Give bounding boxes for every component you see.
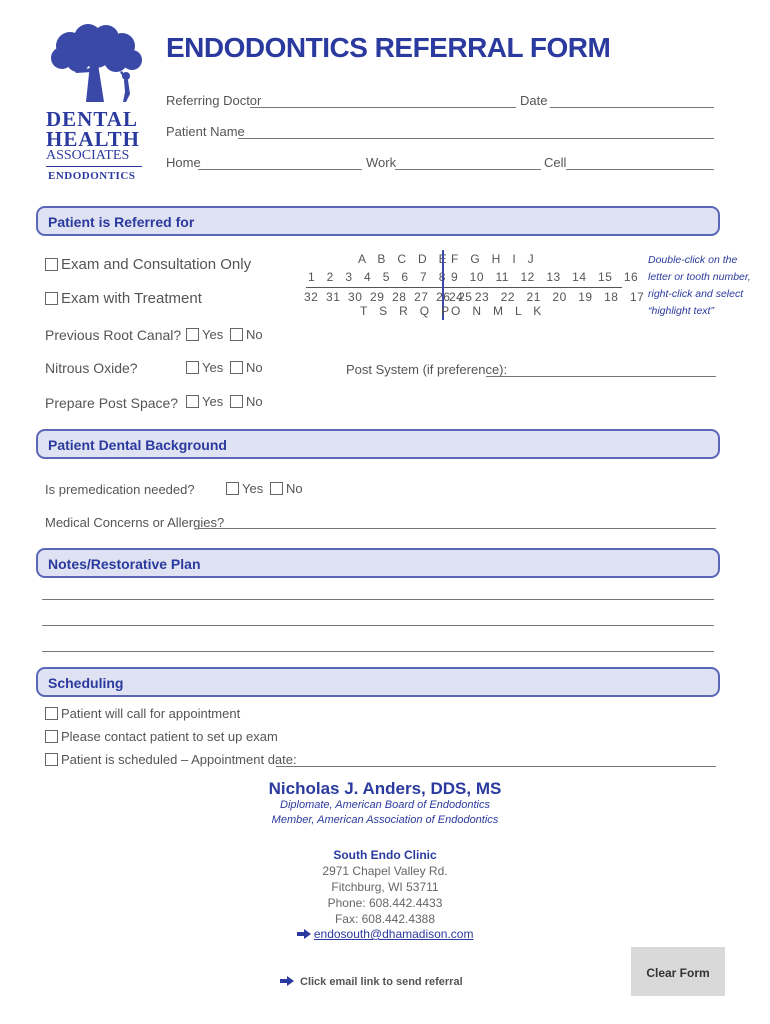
patient-name-field[interactable]	[238, 138, 714, 139]
appointment-date-field[interactable]	[276, 766, 716, 767]
doctor-name: Nicholas J. Anders, DDS, MS	[268, 779, 502, 798]
checkbox[interactable]	[230, 395, 243, 408]
premedication-label: Is premedication needed?	[45, 482, 195, 497]
tree-logo-icon	[40, 24, 150, 104]
tooth-letters-upper-left[interactable]: A B C D E	[358, 252, 448, 266]
arrow-right-icon	[280, 976, 294, 989]
checkbox[interactable]	[186, 361, 199, 374]
hint-line: right-click and select	[648, 288, 744, 300]
tooth-numbers-upper-left[interactable]: 1 2 3 4 5 6 7 8	[308, 270, 446, 284]
home-phone-field[interactable]	[198, 169, 362, 170]
yes-label: Yes	[202, 394, 224, 409]
arrow-right-icon	[297, 928, 311, 942]
no-label: No	[246, 394, 263, 409]
clear-form-button[interactable]: Clear Form	[631, 947, 725, 996]
clinic-street: 2971 Chapel Valley Rd.	[322, 864, 448, 878]
yes-label: Yes	[202, 360, 224, 375]
referring-doctor-field[interactable]	[250, 107, 516, 108]
email-hint-text: Click email link to send referral	[300, 976, 463, 988]
logo	[40, 24, 150, 184]
nitrous-label: Nitrous Oxide?	[45, 360, 138, 376]
post-system-label: Post System (if preference):	[346, 362, 508, 377]
clinic-fax: Fax: 608.442.4388	[334, 912, 436, 926]
tooth-letters-upper-right[interactable]: F G H I J	[451, 252, 535, 266]
clinic-name: South Endo Clinic	[333, 848, 437, 862]
work-label: Work	[366, 155, 397, 170]
clinic-city: Fitchburg, WI 53711	[331, 880, 439, 894]
medical-concerns-label: Medical Concerns or Allergies?	[45, 515, 225, 530]
premedication-yes[interactable]	[226, 481, 263, 496]
form-title: ENDODONTICS REFERRAL FORM	[166, 32, 611, 63]
exam-only-option[interactable]	[45, 256, 251, 273]
patient-name-label: Patient Name	[166, 124, 245, 139]
checkbox[interactable]	[230, 328, 243, 341]
notes-line-1[interactable]	[42, 599, 714, 600]
date-label: Date	[520, 93, 548, 108]
email-row	[0, 927, 770, 942]
section-title: Scheduling	[48, 675, 124, 691]
nitrous-no[interactable]	[230, 360, 263, 375]
no-label: No	[246, 360, 263, 375]
post-system-field[interactable]	[486, 376, 716, 377]
will-call-option[interactable]	[45, 706, 240, 721]
checkbox[interactable]	[186, 328, 199, 341]
checkbox[interactable]	[45, 707, 58, 720]
option-label: Patient will call for appointment	[61, 706, 241, 721]
tooth-letters-lower-left[interactable]: T S R Q P	[360, 304, 450, 318]
root-canal-label: Previous Root Canal?	[45, 327, 182, 343]
checkbox[interactable]	[45, 730, 58, 743]
email-link[interactable]: endosouth@dhamadison.com	[313, 927, 474, 941]
doctor-credential-1: Diplomate, American Board of Endodontics	[280, 799, 490, 811]
post-space-label: Prepare Post Space?	[45, 395, 179, 411]
tooth-numbers-lower-right[interactable]: 24 23 22 21 20 19 18 17	[449, 290, 645, 304]
exam-treatment-option[interactable]	[45, 290, 202, 307]
checkbox[interactable]	[226, 482, 239, 495]
root-canal-no[interactable]	[230, 327, 263, 342]
notes-line-2[interactable]	[42, 625, 714, 626]
cell-label: Cell	[544, 155, 567, 170]
nitrous-yes[interactable]	[186, 360, 223, 375]
section-title: Patient Dental Background	[48, 437, 227, 453]
option-label: Please contact patient to set up exam	[61, 729, 278, 744]
checkbox[interactable]	[45, 258, 58, 271]
yes-label: Yes	[242, 481, 264, 496]
email-hint	[280, 976, 463, 989]
section-title: Notes/Restorative Plan	[48, 556, 201, 572]
section-title: Patient is Referred for	[48, 214, 195, 230]
checkbox[interactable]	[45, 292, 58, 305]
no-label: No	[246, 327, 263, 342]
medical-concerns-field[interactable]	[198, 528, 716, 529]
checkbox[interactable]	[270, 482, 283, 495]
contact-patient-option[interactable]	[45, 729, 278, 744]
no-label: No	[286, 481, 303, 496]
logo-text-health: HEALTH	[46, 127, 140, 151]
clinic-phone: Phone: 608.442.4433	[327, 896, 443, 910]
logo-text-associates: ASSOCIATES	[46, 149, 142, 167]
tooth-numbers-lower-left[interactable]: 32 31 30 29 28 27 26 25	[304, 290, 473, 304]
hint-line: letter or tooth number,	[648, 271, 751, 283]
yes-label: Yes	[202, 327, 224, 342]
tooth-numbers-upper-right[interactable]: 9 10 11 12 13 14 15 16	[451, 270, 639, 284]
notes-line-3[interactable]	[42, 651, 714, 652]
premedication-no[interactable]	[270, 481, 303, 496]
hint-line: “highlight text”	[648, 305, 714, 317]
checkbox[interactable]	[45, 753, 58, 766]
scheduled-option[interactable]	[45, 752, 297, 767]
home-label: Home	[166, 155, 201, 170]
post-space-yes[interactable]	[186, 394, 223, 409]
chart-horizontal-divider	[306, 287, 622, 288]
date-field[interactable]	[550, 107, 714, 108]
option-label: Patient is scheduled – Appointment date:	[61, 752, 297, 767]
section-dental-background	[36, 429, 720, 459]
chart-hint	[648, 252, 758, 320]
checkbox[interactable]	[230, 361, 243, 374]
tooth-letters-lower-right[interactable]: O N M L K	[451, 304, 542, 318]
section-scheduling	[36, 667, 720, 697]
referring-doctor-label: Referring Doctor	[166, 93, 262, 108]
section-notes	[36, 548, 720, 578]
work-phone-field[interactable]	[395, 169, 541, 170]
section-referred-for	[36, 206, 720, 236]
root-canal-yes[interactable]	[186, 327, 223, 342]
option-label: Exam with Treatment	[61, 290, 202, 307]
checkbox[interactable]	[186, 395, 199, 408]
hint-line: Double-click on the	[648, 254, 738, 266]
logo-text-dental: DENTAL	[46, 107, 138, 131]
cell-phone-field[interactable]	[566, 169, 714, 170]
logo-text-endodontics: ENDODONTICS	[48, 170, 136, 182]
post-space-no[interactable]	[230, 394, 263, 409]
doctor-credential-2: Member, American Association of Endodontics	[271, 814, 499, 826]
option-label: Exam and Consultation Only	[61, 256, 252, 273]
